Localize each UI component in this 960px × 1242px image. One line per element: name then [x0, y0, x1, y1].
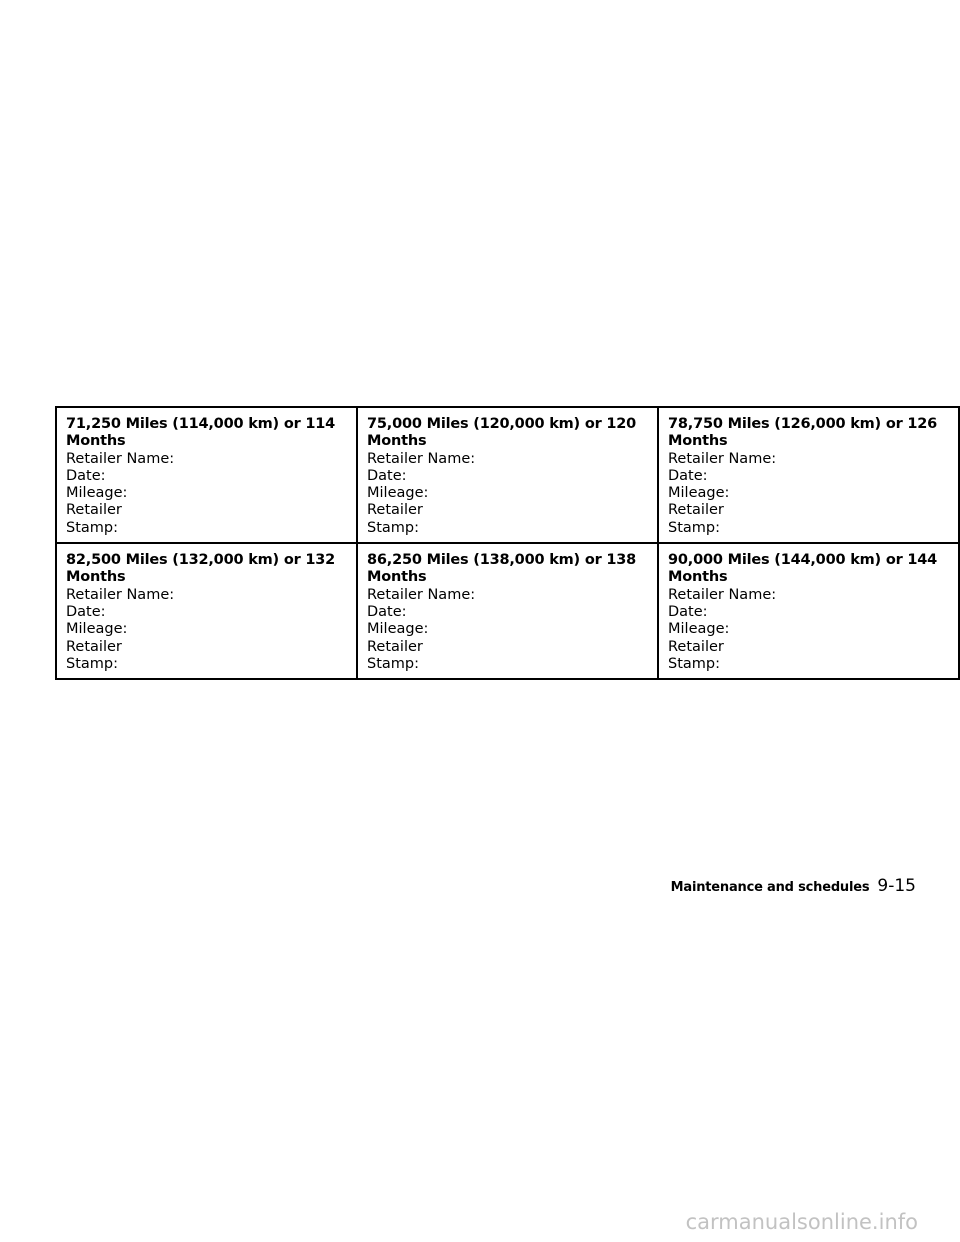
- retailer-name-label: Retailer Name:: [668, 450, 777, 467]
- retailer-label: Retailer: [66, 502, 122, 519]
- retailer-name-label: Retailer Name:: [367, 586, 476, 603]
- retailer-name-label: Retailer Name:: [367, 450, 476, 467]
- stamp-label: Stamp:: [668, 519, 720, 536]
- stamp-label: Stamp:: [367, 519, 419, 536]
- maintenance-record-cell: [56, 407, 357, 543]
- retailer-name-label: Retailer Name:: [66, 450, 175, 467]
- watermark: carmanualsonline.info: [685, 1210, 918, 1234]
- stamp-label: Stamp:: [367, 655, 419, 672]
- stamp-label: Stamp:: [66, 655, 118, 672]
- table-row: [56, 543, 959, 679]
- service-interval-title: 90,000 Miles (144,000 km) or 144 Months: [668, 552, 938, 586]
- mileage-label: Mileage:: [367, 621, 429, 638]
- mileage-label: Mileage:: [66, 485, 128, 502]
- table-row: [56, 407, 959, 543]
- service-interval-title: 75,000 Miles (120,000 km) or 120 Months: [367, 416, 637, 450]
- date-label: Date:: [668, 603, 708, 620]
- retailer-label: Retailer: [66, 638, 122, 655]
- date-label: Date:: [668, 467, 708, 484]
- stamp-label: Stamp:: [66, 519, 118, 536]
- maintenance-record-cell: [357, 543, 658, 679]
- retailer-label: Retailer: [367, 638, 423, 655]
- page-footer: [671, 876, 916, 896]
- maintenance-record-cell: [658, 543, 959, 679]
- mileage-label: Mileage:: [668, 485, 730, 502]
- mileage-label: Mileage:: [66, 621, 128, 638]
- mileage-label: Mileage:: [367, 485, 429, 502]
- maintenance-record-cell: [658, 407, 959, 543]
- service-interval-title: 82,500 Miles (132,000 km) or 132 Months: [66, 552, 336, 586]
- retailer-label: Retailer: [367, 502, 423, 519]
- maintenance-record-cell: [357, 407, 658, 543]
- service-interval-title: 86,250 Miles (138,000 km) or 138 Months: [367, 552, 637, 586]
- retailer-name-label: Retailer Name:: [668, 586, 777, 603]
- page-number: 9-15: [877, 876, 916, 896]
- retailer-label: Retailer: [668, 502, 724, 519]
- section-title: Maintenance and schedules: [670, 880, 870, 895]
- date-label: Date:: [367, 603, 407, 620]
- service-interval-title: 71,250 Miles (114,000 km) or 114 Months: [66, 416, 336, 450]
- retailer-label: Retailer: [668, 638, 724, 655]
- maintenance-record-cell: [56, 543, 357, 679]
- date-label: Date:: [66, 603, 106, 620]
- date-label: Date:: [367, 467, 407, 484]
- retailer-name-label: Retailer Name:: [66, 586, 175, 603]
- service-interval-title: 78,750 Miles (126,000 km) or 126 Months: [668, 416, 938, 450]
- mileage-label: Mileage:: [668, 621, 730, 638]
- date-label: Date:: [66, 467, 106, 484]
- maintenance-log-table: [55, 406, 960, 680]
- stamp-label: Stamp:: [668, 655, 720, 672]
